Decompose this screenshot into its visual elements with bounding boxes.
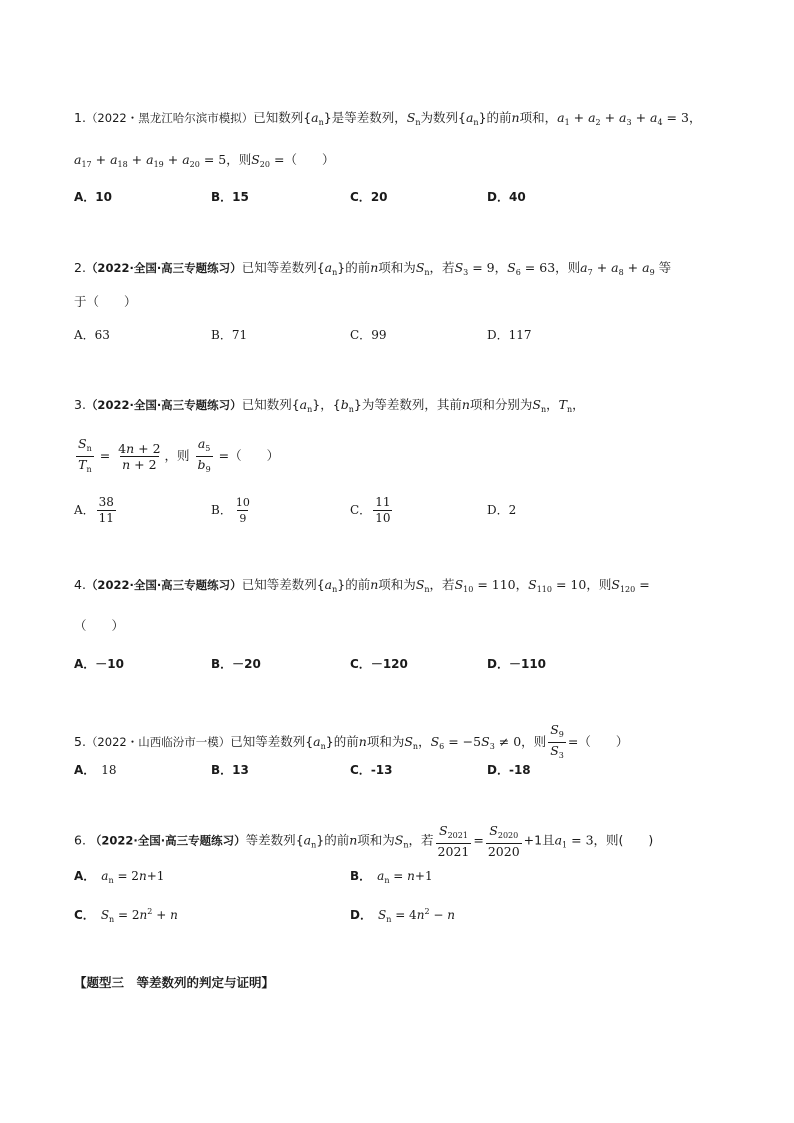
question-2-stem-cont: 于（ ） [74,294,137,309]
q6-option-c[interactable]: C． $S_n = 2n^2 + n$ [74,907,178,924]
q6-option-a[interactable]: A． $a_n = 2n+1$ [74,869,165,885]
q2-option-c[interactable]: C．99 [350,328,387,342]
q3-option-c[interactable]: C． $\frac{11}{10}$ [350,495,391,525]
q1-option-b[interactable]: B．15 [211,190,249,204]
q6-option-d[interactable]: D． $S_n = 4n^2 - n$ [350,907,455,924]
question-3-stem-cont: $\frac{S_n}{T_n}$ = $\frac{4n + 2}{n + 2}$ ，则 $\frac{a_5}{b_9}$ =（ ） [74,436,279,477]
q3-option-b[interactable]: B． $\frac{10}{9}$ [211,496,250,525]
q5-option-c[interactable]: C．-13 [350,763,393,777]
q2-option-b[interactable]: B．71 [211,328,248,342]
q4-option-c[interactable]: C．－120 [350,657,408,671]
q5-option-a[interactable]: A． 18 [74,763,117,777]
q4-option-d[interactable]: D．－110 [487,657,547,671]
q2-option-d[interactable]: D．117 [487,328,532,342]
question-1-stem-cont: $a_{17} + a_{18} + a_{19} + a_{20} = 5$，则$S_{20}$ =（ ） [74,152,335,169]
question-4-stem: 4.（2022·全国·高三专题练习）已知等差数列$\{a_n\}$的前n项和为$S_n$，若$S_{10} = 110$，$S_{110} = 10$，则$S_{120}$ = [74,577,650,594]
q5-option-b[interactable]: B．13 [211,763,249,777]
question-4-stem-cont: （ ） [74,618,125,633]
section-heading: 【题型三 等差数列的判定与证明】 [74,975,275,990]
question-5-stem: 5.（2022・山西临汾市一模）已知等差数列$\{a_n\}$的前n项和为$S_n$，$S_6 = -5S_3 \ne 0$，则 $\frac{S_9}{S_3}$ =（ ） [74,722,628,763]
q1-option-c[interactable]: C．20 [350,190,388,204]
question-2-stem: 2.（2022·全国·高三专题练习）已知等差数列$\{a_n\}$的前n项和为$S_n$，若$S_3 = 9$，$S_6 = 63$，则$a_7 + a_8 + a_9$ 等 [74,260,672,277]
q3-option-d[interactable]: D．2 [487,503,517,517]
question-6-stem: 6. （2022·全国·高三专题练习）等差数列$\{a_n\}$的前n项和为$S_n$，若 $\frac{S_{2021}}{2021}$ = $\frac{S_{2020}}{2020}$ +1且$a_1 = 3$，则( ) [74,823,654,859]
q5-option-d[interactable]: D．-18 [487,763,531,777]
q6-option-b[interactable]: B． $a_n = n+1$ [350,869,433,885]
q4-option-b[interactable]: B．－20 [211,657,261,671]
q3-option-a[interactable]: A． $\frac{38}{11}$ [74,495,114,525]
q4-option-a[interactable]: A．－10 [74,657,124,671]
q1-option-a[interactable]: A．10 [74,190,112,204]
q1-option-d[interactable]: D．40 [487,190,526,204]
q2-option-a[interactable]: A．63 [74,328,110,342]
question-1-stem: 1.（2022・黑龙江哈尔滨市模拟）已知数列$\{a_n\}$是等差数列，$S_n$为数列$\{a_n\}$的前n项和，$a_1 + a_2 + a_3 + a_4 = 3$， [74,110,702,127]
question-3-stem: 3.（2022·全国·高三专题练习）已知数列$\{a_n\}$，$\{b_n\}$为等差数列，其前n项和分别为$S_n$，$T_n$， [74,397,585,414]
